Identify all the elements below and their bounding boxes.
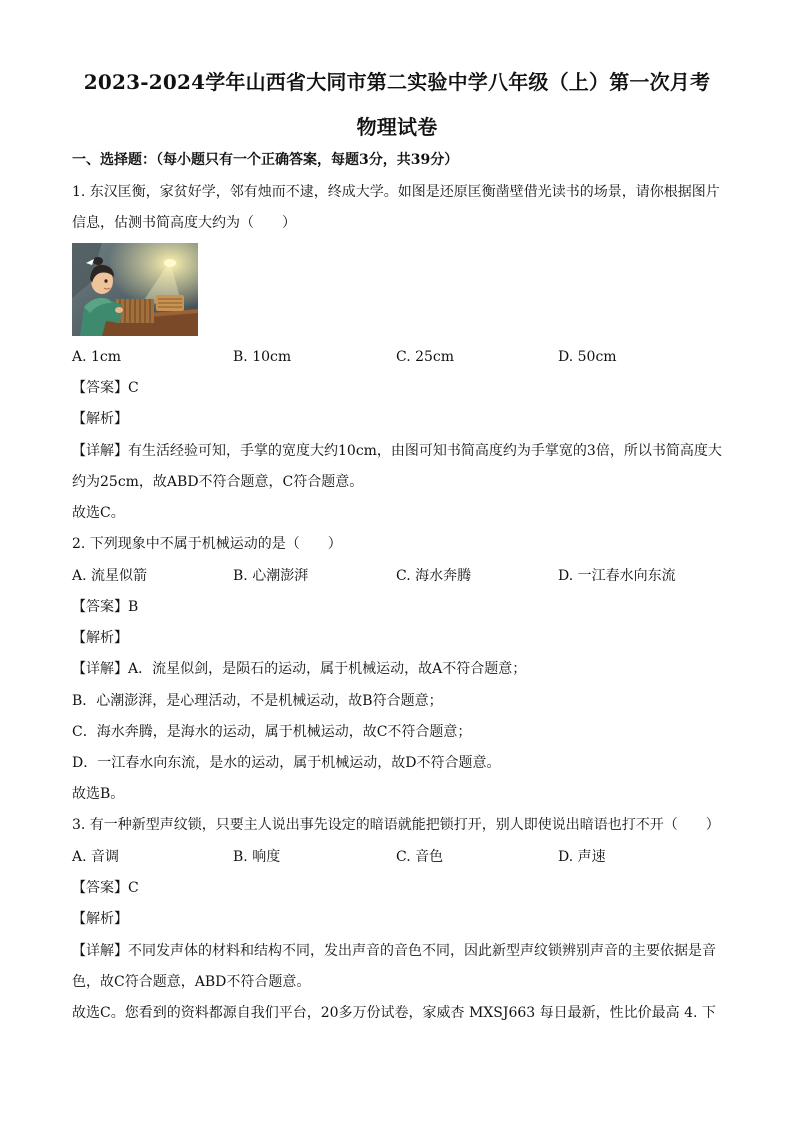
q2-stem: 2. 下列现象中不属于机械运动的是（ ）	[72, 536, 342, 552]
q2-analysis-label: 【解析】	[72, 630, 128, 646]
q2-detail-line3: C．海水奔腾，是海水的运动，属于机械运动，故C不符合题意；	[72, 724, 472, 740]
exam-subtitle: 物理试卷	[356, 115, 438, 139]
q3-answer: 【答案】C	[72, 880, 139, 896]
q3-option-a: A. 音调	[72, 849, 120, 865]
exam-title: 2023-2024学年山西省大同市第二实验中学八年级（上）第一次月考	[83, 70, 711, 94]
q2-detail-line2: B．心潮澎湃，是心理活动，不是机械运动，故B符合题意；	[72, 693, 443, 709]
q3-detail-line2: 色，故C符合题意，ABD不符合题意。	[72, 974, 311, 990]
q1-answer: 【答案】C	[72, 380, 139, 396]
q3-option-b: B. 响度	[233, 849, 281, 865]
q1-stem-line1: 1. 东汉匡衡，家贫好学，邻有烛而不逮，终成大学。如图是还原匡衡凿壁借光读书的场景，请你根据图片	[72, 184, 720, 200]
q3-option-d: D. 声速	[558, 849, 606, 865]
q2-option-b: B. 心潮澎湃	[233, 568, 309, 584]
q2-detail-line1: 【详解】A．流星似剑，是陨石的运动，属于机械运动，故A不符合题意；	[72, 661, 527, 677]
q3-detail-line1: 【详解】不同发声体的材料和结构不同，发出声音的音色不同，因此新型声纹锁辨别声音的主要依据是音	[72, 943, 716, 959]
q1-illustration	[72, 243, 198, 336]
q3-analysis-label: 【解析】	[72, 911, 128, 927]
q2-answer: 【答案】B	[72, 599, 139, 615]
q1-option-b: B. 10cm	[233, 349, 292, 365]
q1-option-a: A. 1cm	[72, 349, 122, 365]
q3-option-c: C. 音色	[396, 849, 444, 865]
q2-option-d: D. 一江春水向东流	[558, 568, 676, 584]
q3-stem: 3. 有一种新型声纹锁，只要主人说出事先设定的暗语就能把锁打开，别人即使说出暗语也打不开（ ）	[72, 817, 720, 833]
q1-detail-line1: 【详解】有生活经验可知，手掌的宽度大约10cm，由图可知书简高度约为手掌宽的3倍，所以书简高度大	[72, 443, 722, 459]
q2-option-c: C. 海水奔腾	[396, 568, 472, 584]
q1-analysis-label: 【解析】	[72, 411, 128, 427]
q1-stem-line2: 信息，估测书简高度大约为（ ）	[72, 215, 296, 231]
q1-option-d: D. 50cm	[558, 349, 617, 365]
section-heading: 一、选择题：（每小题只有一个正确答案，每题3分，共39分）	[72, 152, 459, 168]
q2-conclusion: 故选B。	[72, 786, 125, 802]
q2-option-a: A. 流星似箭	[72, 568, 148, 584]
q3-conclusion: 故选C。您看到的资料都源自我们平台，20多万份试卷，家威杏 MXSJ663 每日最新，性比价最高 4. 下	[72, 1005, 716, 1021]
q1-conclusion: 故选C。	[72, 505, 125, 521]
q2-detail-line4: D．一江春水向东流，是水的运动，属于机械运动，故D不符合题意。	[72, 755, 501, 771]
q1-detail-line2: 约为25cm，故ABD不符合题意，C符合题意。	[72, 474, 364, 490]
q1-option-c: C. 25cm	[396, 349, 455, 365]
